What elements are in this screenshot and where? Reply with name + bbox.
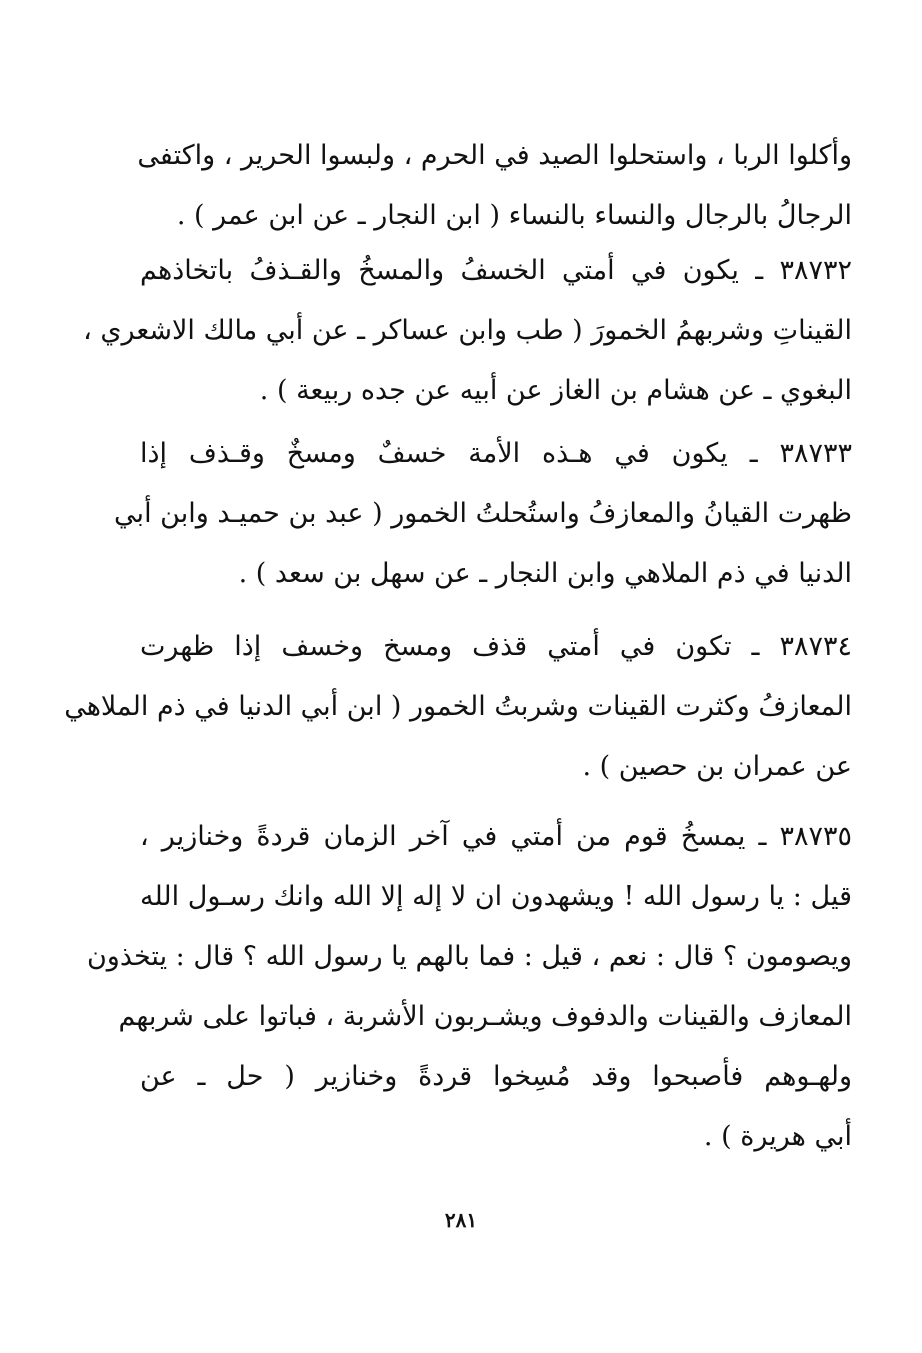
text-line: ٣٨٧٣٤ ـ تكون في أمتي قذف ومسخ وخسف إذا ظهرت [140, 631, 852, 662]
text-line: المعازفُ وكثرت القينات وشربتُ الخمور ( ابن أبي الدنيا في ذم الملاهي [64, 691, 852, 722]
hadith-38734 [64, 631, 852, 813]
text-line: الدنيا في ذم الملاهي وابن النجار ـ عن سهل بن سعد ) . [238, 558, 852, 589]
hadith-38733 [114, 438, 852, 620]
text-line: المعازف والقينات والدفوف ويشـربون الأشربة ، فباتوا على شربهم [118, 1001, 852, 1032]
hadith-38732 [83, 255, 852, 437]
text-line: ٣٨٧٣٢ ـ يكون في أمتي الخسفُ والمسخُ والقـذفُ باتخاذهم [140, 255, 852, 286]
text-line: ويصومون ؟ قال : نعم ، قيل : فما بالهم يا رسول الله ؟ قال : يتخذون [86, 941, 852, 972]
text-line: البغوي ـ عن هشام بن الغاز عن أبيه عن جده ربيعة ) . [259, 375, 852, 406]
text-line: ظهرت القيانُ والمعازفُ واستُحلتُ الخمور ( عبد بن حميـد وابن أبي [114, 498, 852, 529]
text-line: وأكلوا الربا ، واستحلوا الصيد في الحرم ، ولبسوا الحرير ، واكتفى [137, 140, 852, 171]
text-line: قيل : يا رسول الله ! ويشهدون ان لا إله إلا الله وانك رسـول الله [140, 881, 852, 912]
paragraph-continuation [137, 140, 852, 262]
text-line: الرجالُ بالرجال والنساء بالنساء ( ابن النجار ـ عن ابن عمر ) . [176, 200, 852, 231]
text-line: ولهـوهم فأصبحوا وقد مُسِخوا قردةً وخنازير ( حل ـ عن [140, 1061, 852, 1092]
text-line: ٣٨٧٣٣ ـ يكون في هـذه الأمة خسفٌ ومسخٌ وقـذف إذا [140, 438, 852, 469]
text-line: ٣٨٧٣٥ ـ يمسخُ قوم من أمتي في آخر الزمان قردةً وخنازير ، [140, 821, 852, 852]
text-line: القيناتِ وشربهمُ الخمورَ ( طب وابن عساكر ـ عن أبي مالك الاشعري ، [83, 315, 852, 346]
page-number: ٢٨١ [444, 1208, 478, 1232]
text-line: عن عمران بن حصين ) . [582, 751, 852, 782]
hadith-38735 [86, 821, 852, 1183]
text-line: أبي هريرة ) . [703, 1121, 852, 1152]
